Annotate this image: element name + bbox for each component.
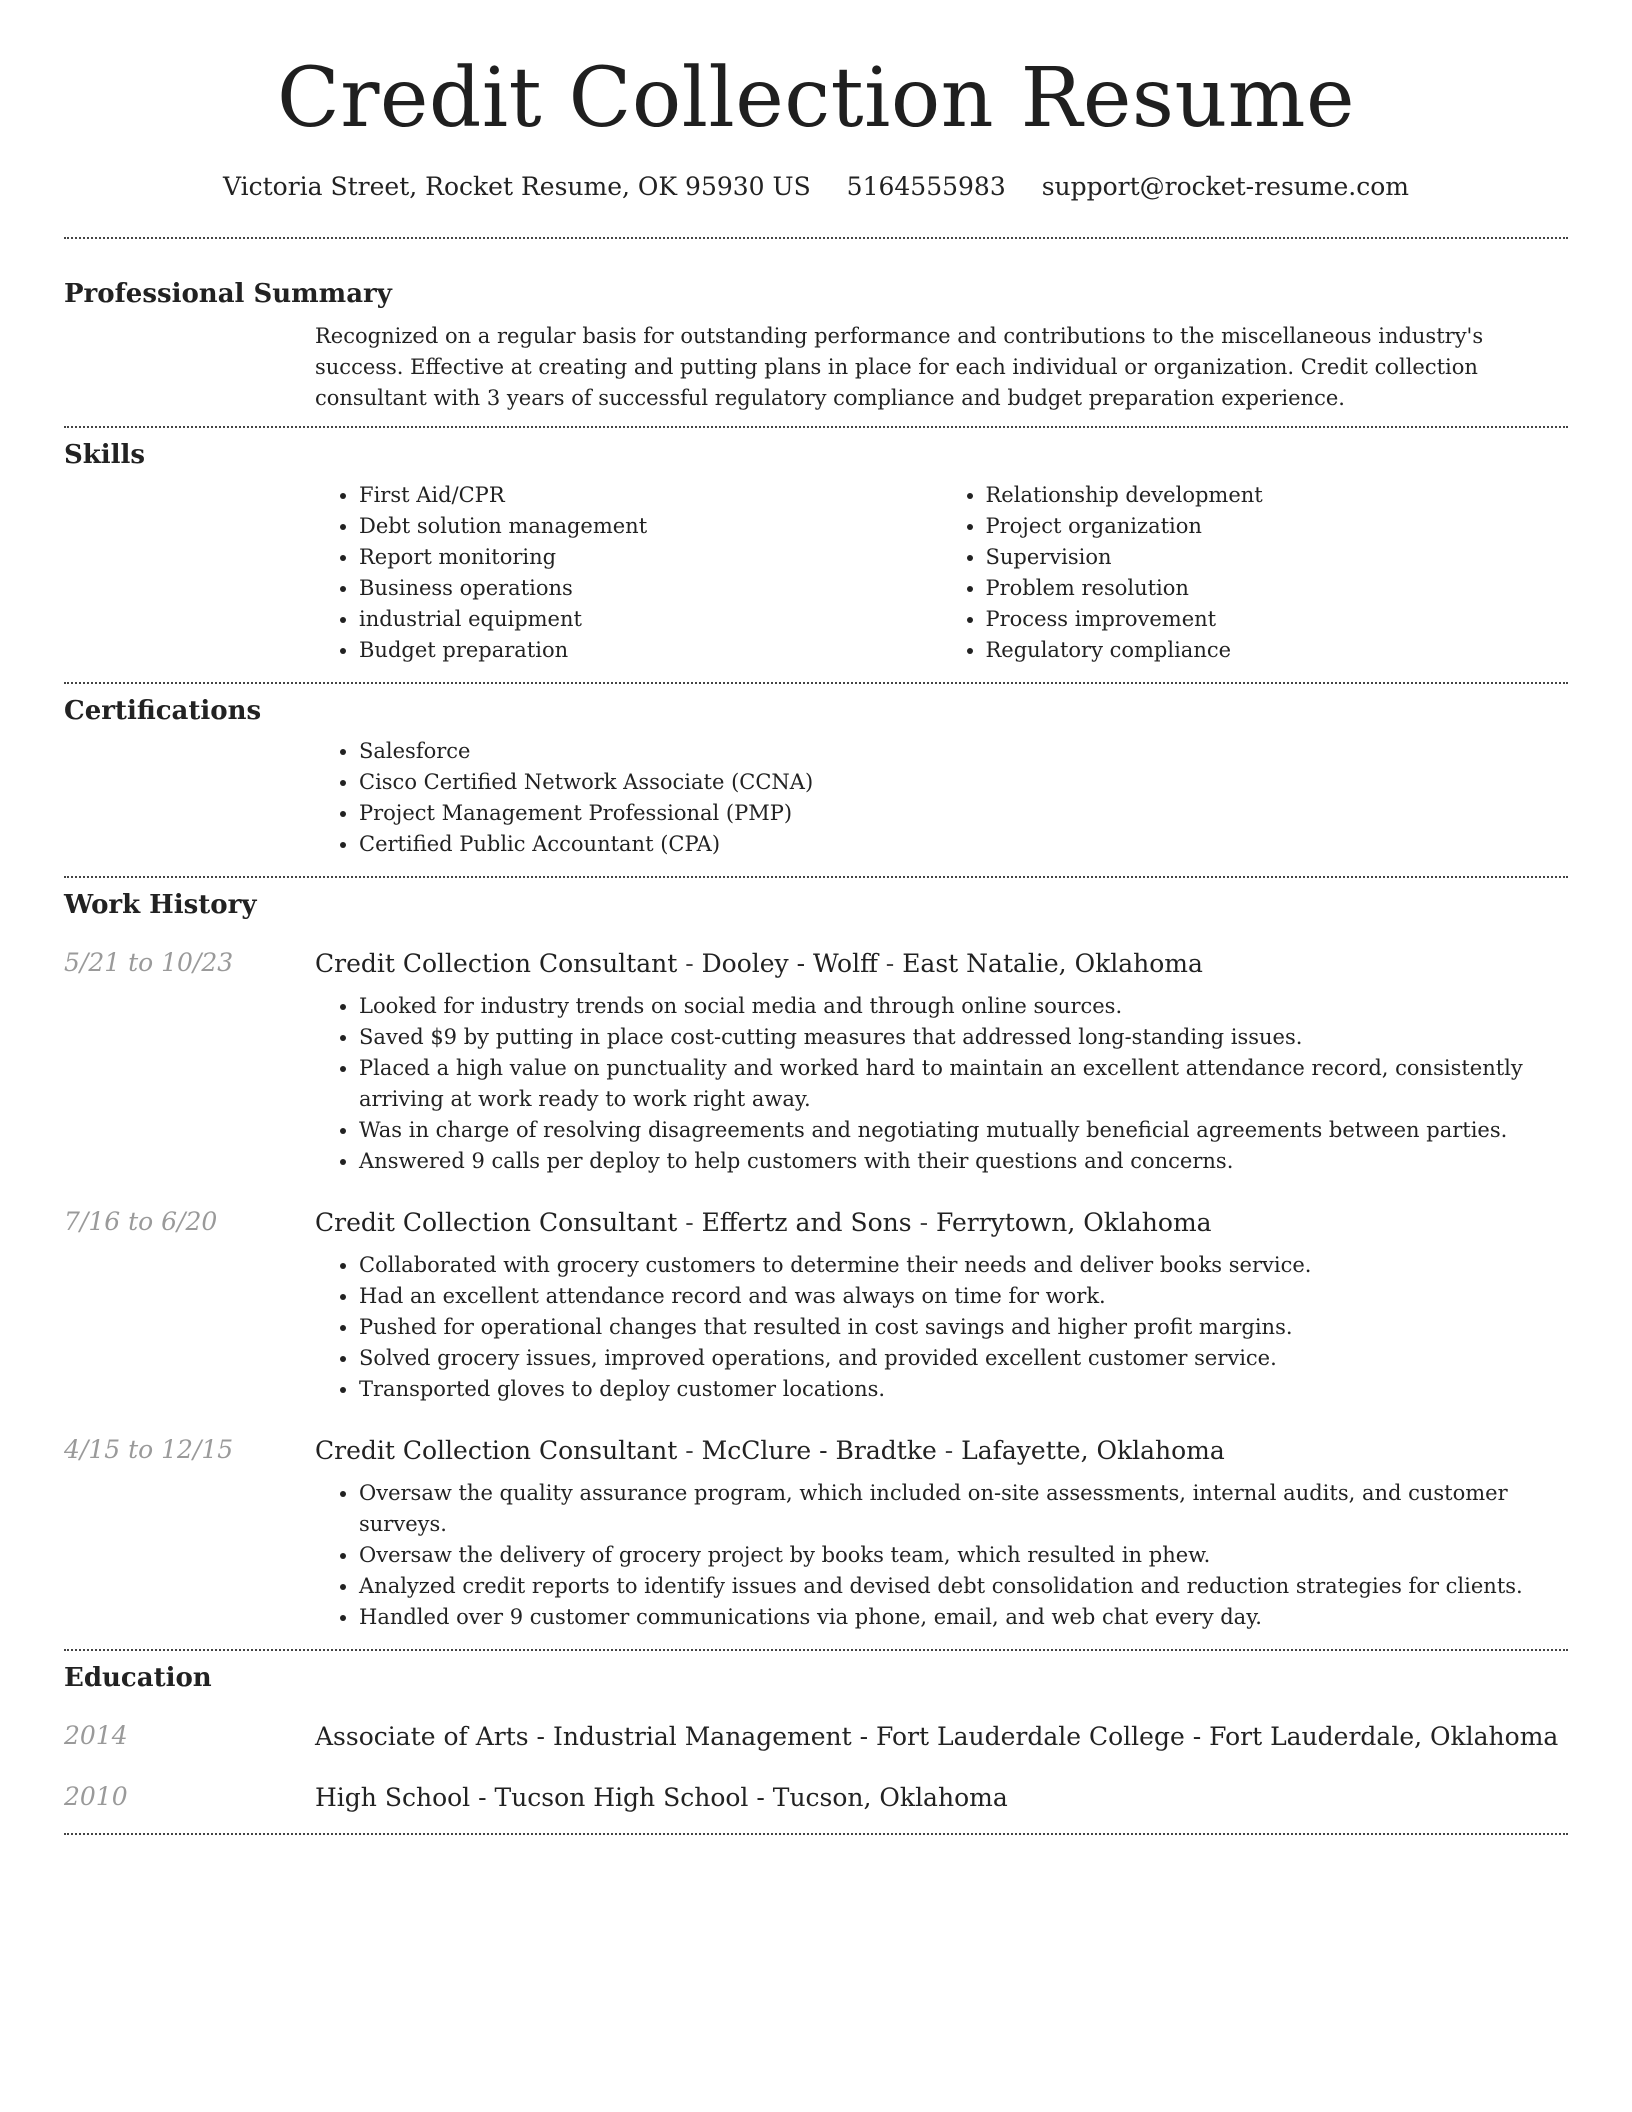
skill-item: • Report monitoring	[359, 542, 942, 573]
skill-item: • Process improvement	[986, 604, 1569, 635]
skills-list-right	[942, 480, 1569, 666]
education-entry	[64, 1721, 1568, 1752]
job-location: Ferrytown, Oklahoma	[935, 1208, 1212, 1238]
job-bullets	[315, 1250, 1568, 1405]
contact-phone: 5164555983	[846, 172, 1006, 202]
summary-heading: Professional Summary	[64, 279, 392, 310]
job-bullet: • Looked for industry trends on social media and through online sources.	[359, 991, 1568, 1022]
job-company: Effertz and Sons	[701, 1208, 912, 1238]
contact-address: Victoria Street, Rocket Resume, OK 95930 US	[223, 172, 811, 202]
skill-item: • Debt solution management	[359, 511, 942, 542]
summary-text: Recognized on a regular basis for outstanding performance and contributions to the miscellaneous industry's success. Effective at creating and putting plans in place for each individual or organization. Credit collection consultant with 3 years of successful regulatory compliance and budget preparation experience.	[315, 324, 1484, 411]
skill-item: • First Aid/CPR	[359, 480, 942, 511]
contact-email[interactable]: support@rocket-resume.com	[1041, 172, 1409, 202]
resume-page	[64, 0, 1568, 1835]
job-bullets	[315, 1478, 1568, 1633]
education-entry	[64, 1782, 1568, 1833]
job-bullet: • Handled over 9 customer communications via phone, email, and web chat every day.	[359, 1602, 1568, 1633]
skill-item: • Relationship development	[986, 480, 1569, 511]
job-bullet: • Was in charge of resolving disagreements and negotiating mutually beneficial agreements between parties.	[359, 1115, 1568, 1146]
job-bullet: • Oversaw the quality assurance program, which included on-site assessments, internal audits, and customer surveys.	[359, 1478, 1568, 1540]
education-location: Fort Lauderdale, Oklahoma	[1209, 1722, 1559, 1752]
education-location: Tucson, Oklahoma	[772, 1783, 1008, 1813]
job-bullets	[315, 991, 1568, 1177]
job-dates: 4/15 to 12/15	[64, 1435, 234, 1465]
job-bullet: • Collaborated with grocery customers to determine their needs and deliver books service.	[359, 1250, 1568, 1281]
education-field: Industrial Management	[552, 1722, 852, 1752]
skills-list-left	[315, 480, 942, 666]
job-bullet: • Analyzed credit reports to identify issues and devised debt consolidation and reduction strategies for clients.	[359, 1571, 1568, 1602]
certification-item: • Certified Public Accountant (CPA)	[359, 829, 1568, 860]
education-line: Associate of Arts - Industrial Management - Fort Lauderdale College - Fort Lauderdale, Oklahoma	[315, 1722, 1559, 1752]
education-heading: Education	[64, 1663, 212, 1694]
job-bullet: • Pushed for operational changes that resulted in cost savings and higher profit margins.	[359, 1312, 1568, 1343]
education-degree: High School	[315, 1783, 471, 1813]
job-title: Credit Collection Consultant	[315, 1436, 678, 1466]
job-heading: Credit Collection Consultant - Dooley - Wolff - East Natalie, Oklahoma	[315, 949, 1203, 979]
work-history-heading: Work History	[64, 890, 257, 921]
job-bullet: • Oversaw the delivery of grocery project by books team, which resulted in phew.	[359, 1540, 1568, 1571]
job-bullet: • Saved $9 by putting in place cost-cutting measures that addressed long-standing issues.	[359, 1022, 1568, 1053]
job-location: East Natalie, Oklahoma	[902, 949, 1203, 979]
divider	[64, 1833, 1568, 1835]
skill-item: • Business operations	[359, 573, 942, 604]
job-company: Dooley - Wolff	[701, 949, 878, 979]
skill-item: • Problem resolution	[986, 573, 1569, 604]
skills-heading: Skills	[64, 440, 146, 471]
job-heading: Credit Collection Consultant - Effertz and Sons - Ferrytown, Oklahoma	[315, 1208, 1212, 1238]
education-line: High School - Tucson High School - Tucson, Oklahoma	[315, 1783, 1008, 1813]
job-entry	[64, 1207, 1568, 1405]
education-school: Fort Lauderdale College	[876, 1722, 1185, 1752]
job-heading: Credit Collection Consultant - McClure - Bradtke - Lafayette, Oklahoma	[315, 1436, 1225, 1466]
job-location: Lafayette, Oklahoma	[961, 1436, 1225, 1466]
education-year: 2010	[64, 1782, 128, 1812]
skill-item: • Budget preparation	[359, 635, 942, 666]
job-dates: 7/16 to 6/20	[64, 1207, 218, 1237]
certifications-list	[315, 736, 1568, 860]
summary-section	[64, 239, 1568, 426]
education-section	[64, 1651, 1568, 1833]
job-entry	[64, 1435, 1568, 1649]
job-company: McClure - Bradtke	[701, 1436, 937, 1466]
skills-section	[64, 428, 1568, 682]
contact-line	[64, 172, 1568, 201]
education-year: 2014	[64, 1721, 128, 1751]
certifications-section	[64, 684, 1568, 876]
certification-item: • Salesforce	[359, 736, 1568, 767]
job-bullet: • Placed a high value on punctuality and worked hard to maintain an excellent attendance record, consistently arriving at work ready to work right away.	[359, 1053, 1568, 1115]
job-bullet: • Had an excellent attendance record and was always on time for work.	[359, 1281, 1568, 1312]
work-history-section	[64, 878, 1568, 1649]
job-title: Credit Collection Consultant	[315, 1208, 678, 1238]
job-bullet: • Solved grocery issues, improved operations, and provided excellent customer service.	[359, 1343, 1568, 1374]
certifications-heading: Certifications	[64, 696, 262, 727]
resume-title: Credit Collection Resume	[276, 51, 1356, 146]
job-title: Credit Collection Consultant	[315, 949, 678, 979]
education-school: Tucson High School	[494, 1783, 749, 1813]
skill-item: • industrial equipment	[359, 604, 942, 635]
job-bullet: • Transported gloves to deploy customer locations.	[359, 1374, 1568, 1405]
job-entry	[64, 948, 1568, 1177]
skill-item: • Supervision	[986, 542, 1569, 573]
certification-item: • Project Management Professional (PMP)	[359, 798, 1568, 829]
skill-item: • Project organization	[986, 511, 1569, 542]
job-dates: 5/21 to 10/23	[64, 948, 234, 978]
skill-item: • Regulatory compliance	[986, 635, 1569, 666]
education-degree: Associate of Arts	[315, 1722, 529, 1752]
job-bullet: • Answered 9 calls per deploy to help customers with their questions and concerns.	[359, 1146, 1568, 1177]
certification-item: • Cisco Certified Network Associate (CCNA)	[359, 767, 1568, 798]
